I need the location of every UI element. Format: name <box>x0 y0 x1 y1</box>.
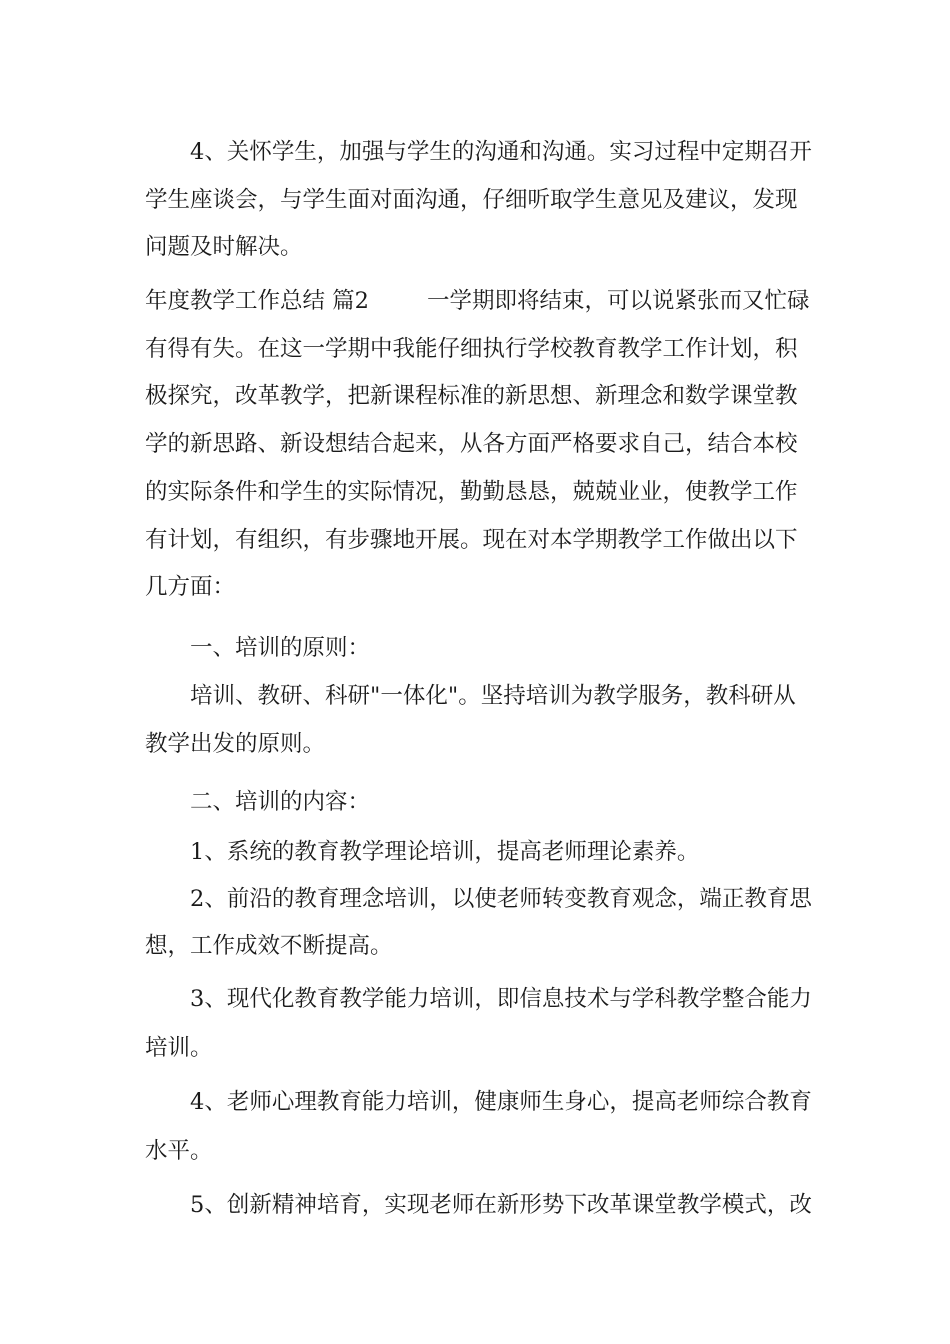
list-item: 1、系统的教育教学理论培训，提高老师理论素养。 <box>190 839 700 865</box>
subheading-principles: 一、培训的原则： <box>190 635 371 661</box>
paragraph-line: 教学出发的原则。 <box>145 731 326 757</box>
paragraph-line: 问题及时解决。 <box>145 234 303 260</box>
paragraph-line: 水平。 <box>145 1138 213 1164</box>
subheading-content: 二、培训的内容： <box>190 789 371 815</box>
section-title: 年度教学工作总结 篇2 <box>145 288 369 314</box>
paragraph-line: 学的新思路、新设想结合起来，从各方面严格要求自己，结合本校 <box>145 431 798 457</box>
paragraph-line: 有得有失。在这一学期中我能仔细执行学校教育教学工作计划，积 <box>145 336 798 362</box>
list-item: 5、创新精神培育，实现老师在新形势下改革课堂教学模式，改 <box>190 1192 812 1218</box>
paragraph-line: 学生座谈会，与学生面对面沟通，仔细听取学生意见及建议，发现 <box>145 187 798 213</box>
list-item: 2、前沿的教育理念培训，以使老师转变教育观念，端正教育思 <box>190 886 812 912</box>
paragraph-line: 的实际条件和学生的实际情况，勤勤恳恳，兢兢业业，使教学工作 <box>145 479 798 505</box>
paragraph-line: 培训。 <box>145 1035 213 1061</box>
paragraph-line: 4、关怀学生，加强与学生的沟通和沟通。实习过程中定期召开 <box>190 139 812 165</box>
paragraph-line: 几方面： <box>145 574 236 600</box>
paragraph-line: 极探究，改革教学，把新课程标准的新思想、新理念和数学课堂教 <box>145 383 798 409</box>
section-intro-text: 一学期即将结束，可以说紧张而又忙碌 <box>426 288 810 314</box>
paragraph-line: 想，工作成效不断提高。 <box>145 933 393 959</box>
list-item: 3、现代化教育教学能力培训，即信息技术与学科教学整合能力 <box>190 986 812 1012</box>
list-item: 4、老师心理教育能力培训，健康师生身心，提高老师综合教育 <box>190 1089 812 1115</box>
section-heading-line <box>145 281 815 321</box>
paragraph-line: 培训、教研、科研"一体化"。坚持培训为教学服务，教科研从 <box>190 683 796 709</box>
paragraph-line: 有计划，有组织，有步骤地开展。现在对本学期教学工作做出以下 <box>145 527 798 553</box>
